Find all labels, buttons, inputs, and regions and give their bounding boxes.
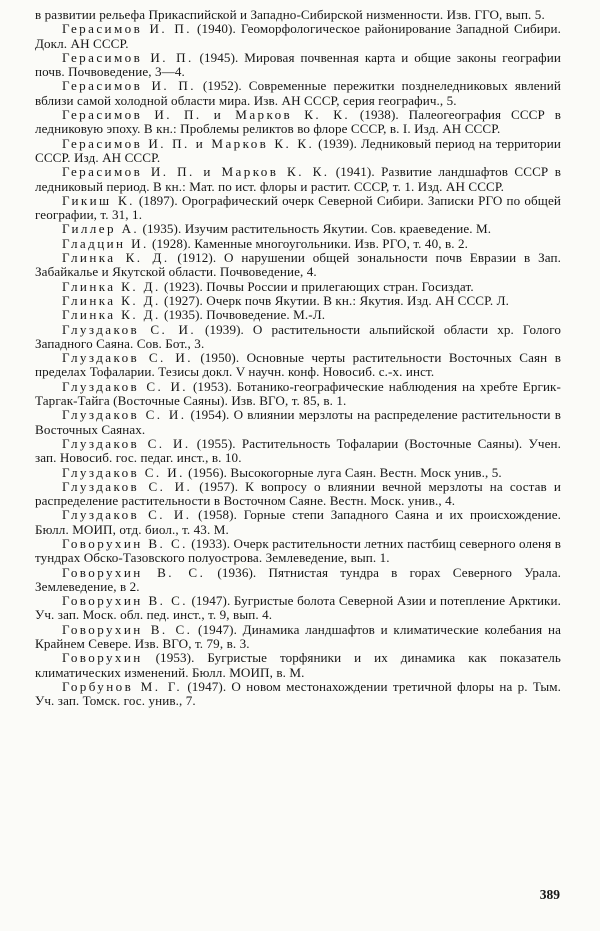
entry-text: (1940). Геоморфологическое районирование Западной Сибири. Докл. АН СССР. [35, 21, 561, 51]
entry-author: Глуздаков С. И. [62, 507, 192, 523]
entry-author: Герасимов И. П. и Марков К. К. [62, 135, 315, 151]
entry-author: Глинка К. Д. [62, 307, 161, 323]
entry-text: (1953). Бугристые торфяники и их динамика как показатель климатических изменений. Бюлл. МОИП, в. М. [35, 650, 561, 680]
bibliography-entry [35, 294, 561, 308]
entry-text: (1923). Почвы России и прилегающих стран. Госиздат. [160, 278, 474, 294]
entry-author: Глуздаков С. И. [62, 321, 197, 337]
entry-text: (1938). Палеогеография СССР в ледниковую эпоху. В кн.: Проблемы реликтов во флоре СССР, в. I. Изд. АН СССР. [35, 107, 562, 137]
entry-author: Глинка К. Д. [62, 292, 161, 308]
entry-text: (1939). Ледниковый период на территории СССР. Изд. АН СССР. [35, 135, 561, 165]
entry-text: (1954). О влиянии мерзлоты на распределение растительности в Восточных Саянах. [35, 407, 561, 437]
bibliography-entry [35, 165, 561, 194]
entry-text: (1897). Орографический очерк Северной Сибири. Записки РГО по общей географии, т. 31, 1. [35, 192, 562, 223]
entry-author: Герасимов И. П. [62, 78, 196, 94]
entry-text: (1935). Изучим растительность Якутии. Сов. краеведение. М. [139, 221, 492, 237]
entry-text: (1952). Современные пережитки позднеледниковых явлений вблизи самой холодной области мира. Изв. АН СССР, серия географич., 5. [35, 78, 561, 108]
entry-author: Глинка К. Д. [62, 278, 161, 294]
entry-text: (1941). Развитие ландшафтов СССР в ледниковый период. В кн.: Мат. по ист. флоры и растит. СССР, т. 1. Изд. АН СССР. [35, 164, 561, 194]
bibliography-entry [35, 566, 561, 595]
bibliography-entry [35, 79, 561, 108]
bibliography-entry [35, 408, 561, 437]
entry-author: Глинка К. Д. [62, 250, 170, 266]
bibliography-entry [35, 680, 561, 709]
entry-author: Говорухин [62, 650, 143, 666]
entry-text: (1947). О новом местонахождении третичной флоры на р. Тым. Уч. зап. Томск. гос. унив., 7. [35, 678, 561, 709]
entry-author: Глуздаков С. И. [62, 407, 187, 423]
entry-text: (1956). Высокогорные луга Саян. Вестн. Моск унив., 5. [184, 464, 502, 480]
entry-author: Герасимов И. П. [62, 21, 192, 37]
entry-text: (1953). Ботанико-географические наблюдения на хребте Ергик-Таргак-Тайга (Восточные Саяны). Изв. ВГО, т. 85, в. 1. [35, 378, 561, 409]
bibliography-entry [35, 480, 561, 509]
bibliography-entry [35, 51, 561, 80]
entry-text: (1947). Бугристые болота Северной Азии и потепление Арктики. Уч. зап. Моск. обл. пед. инст., т. 9, вып. 4. [35, 593, 562, 623]
bibliography-entry [35, 594, 561, 623]
bibliography-entry [35, 308, 561, 322]
entry-author: Гикиш К. [62, 192, 135, 208]
entry-author: Гладцин И. [62, 235, 149, 251]
entry-author: Глуздаков С. И. [62, 435, 191, 451]
entry-text: (1927). Очерк почв Якутии. В кн.: Якутия. Изд. АН СССР. Л. [160, 292, 509, 308]
bibliography-entry [35, 623, 561, 652]
entry-author: Гиллер А. [62, 221, 140, 237]
entry-author: Глуздаков С. И. [62, 378, 188, 394]
entry-author: Говорухин В. С. [62, 593, 188, 609]
entry-text: (1945). Мировая почвенная карта и общие законы географии почв. Почвоведение, 3—4. [35, 49, 561, 80]
bibliography-entry [35, 237, 561, 251]
entry-text: (1958). Горные степи Западного Саяна и их происхождение. Бюлл. МОИП, отд. биол., т. 43. М. [35, 507, 561, 537]
entry-author: Герасимов И. П. и Марков К. К. [62, 164, 330, 180]
bibliography-entry [35, 251, 561, 280]
entry-text: в развитии рельефа Прикаспийской и Западно-Сибирской низменности. Изв. ГГО, вып. 5. [35, 7, 545, 22]
bibliography-entry [35, 437, 561, 466]
bibliography-entry [35, 537, 561, 566]
entry-text: (1955). Растительность Тофаларии (Восточные Саяны). Учен. зап. Новосиб. гос. педаг. инст., в. 10. [35, 435, 561, 466]
bibliography-entry [35, 351, 561, 380]
entry-author: Говорухин В. С. [62, 621, 193, 637]
entry-author: Глуздаков С. И. [62, 464, 185, 480]
entry-text: (1912). О нарушении общей зональности почв Евразии в Зап. Забайкалье и Якутской области. Почвоведение, 4. [35, 250, 561, 280]
entry-text: (1947). Динамика ландшафтов и климатические колебания на Крайнем Севере. Изв. ВГО, т. 79, в. 3. [35, 621, 561, 652]
entry-author: Герасимов И. П. и Марков К. К. [62, 107, 351, 123]
entry-author: Герасимов И. П. [62, 49, 194, 65]
entry-text: (1950). Основные черты растительности Восточных Саян в пределах Тофаларии. Тезисы докл. V научн. конф. Новосиб. с.-х. инст. [35, 350, 561, 380]
bibliography-entry [35, 651, 561, 680]
entry-text: (1939). О растительности альпийской области хр. Голого Западного Саяна. Сов. Бот., 3. [35, 321, 561, 351]
bibliography-entry [35, 222, 561, 236]
entry-text: (1957). К вопросу о влиянии вечной мерзлоты на состав и распределение растительности в Восточном Саяне. Вестн. Моск. унив., 4. [35, 478, 561, 509]
entry-author: Глуздаков С. И. [62, 350, 193, 366]
bibliography-entry [35, 323, 561, 352]
bibliography-entry [35, 22, 561, 51]
bibliography-entry [35, 466, 561, 480]
page-number: 389 [539, 887, 560, 902]
bibliography-entry [35, 280, 561, 294]
entry-text: (1936). Пятнистая тундра в горах Северного Урала. Землеведение, в 2. [35, 564, 561, 594]
entry-text: (1935). Почвоведение. М.-Л. [160, 307, 326, 323]
bibliography-entry [35, 380, 561, 409]
entry-text: (1933). Очерк растительности летних пастбищ северного оленя в тундрах Обско-Тазовского полуострова. Землеведение, вып. 1. [35, 535, 562, 566]
entry-author: Говорухин В. С. [62, 564, 206, 580]
entry-author: Глуздаков С. И. [62, 478, 193, 494]
entry-author: Говорухин В. С. [62, 535, 188, 551]
bibliography-entry [35, 508, 561, 537]
bibliography-entry [35, 194, 561, 223]
bibliography-entry [35, 8, 561, 22]
bibliography-entry [35, 108, 561, 137]
bibliography-list [35, 8, 561, 709]
bibliography-entry [35, 137, 561, 166]
entry-author: Горбунов М. Г. [62, 678, 183, 694]
entry-text: (1928). Каменные многоугольники. Изв. РГО, т. 40, в. 2. [148, 235, 469, 251]
